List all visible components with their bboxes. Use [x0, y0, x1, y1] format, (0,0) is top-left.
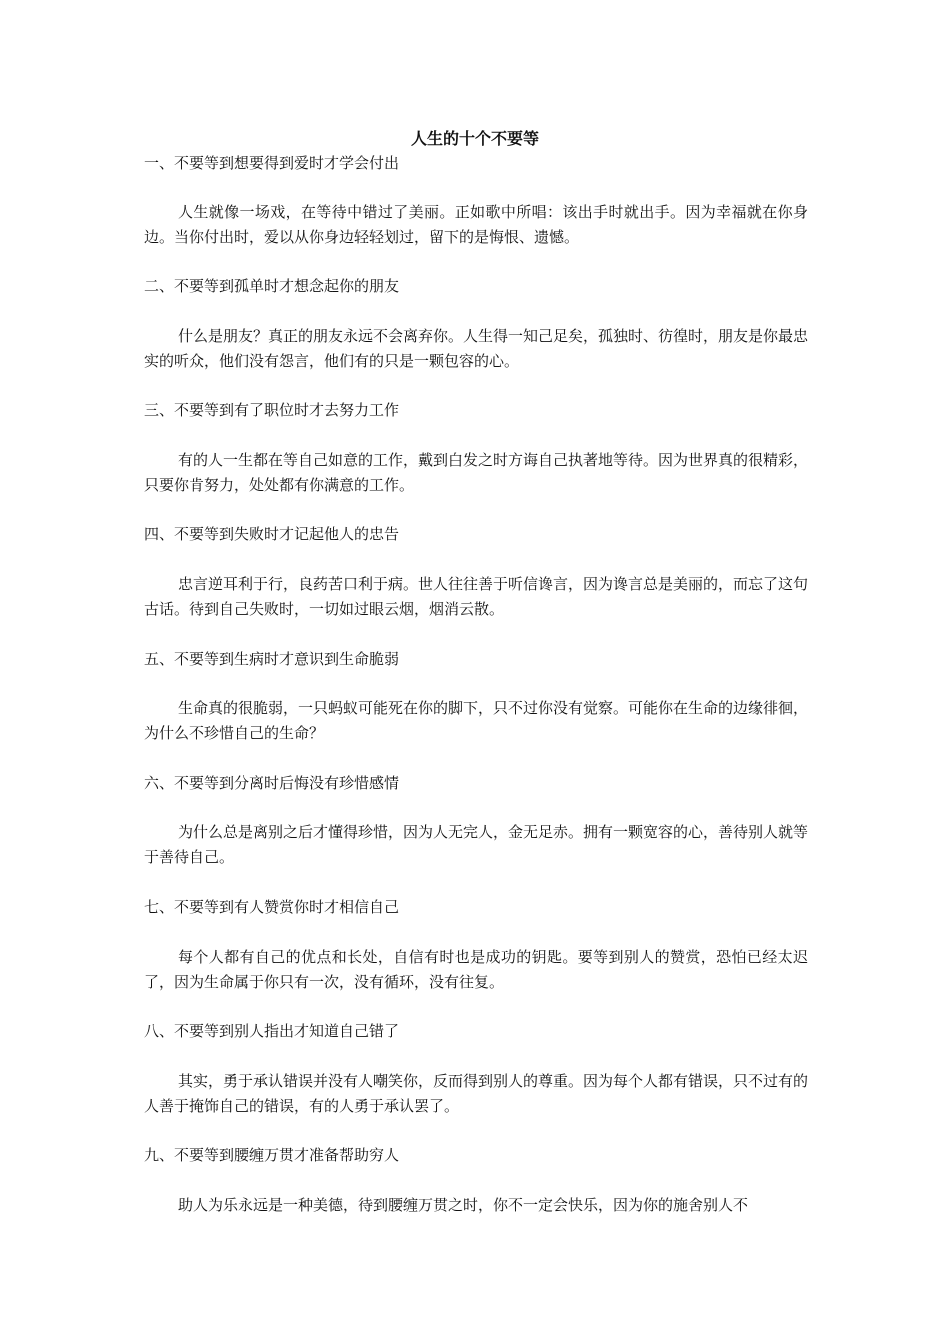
section-body-4: 忠言逆耳利于行，良药苦口利于病。世人往往善于听信谗言，因为谗言总是美丽的，而忘了这句古话。待到自己失败时，一切如过眼云烟，烟消云散。 — [144, 575, 809, 618]
section-body-2: 什么是朋友？真正的朋友永远不会离弃你。人生得一知己足矣，孤独时、彷徨时，朋友是你最忠实的听众，他们没有怨言，他们有的只是一颗包容的心。 — [144, 327, 809, 370]
section-body-5: 生命真的很脆弱，一只蚂蚁可能死在你的脚下，只不过你没有觉察。可能你在生命的边缘徘徊，为什么不珍惜自己的生命？ — [144, 699, 809, 742]
section-body-7: 每个人都有自己的优点和长处，自信有时也是成功的钥匙。要等到别人的赞赏，恐怕已经太迟了，因为生命属于你只有一次，没有循环，没有往复。 — [144, 948, 808, 991]
document-title: 人生的十个不要等 — [410, 129, 539, 148]
section-heading-3: 三、不要等到有了职位时才去努力工作 — [144, 401, 400, 419]
section-body-3: 有的人一生都在等自己如意的工作，戴到白发之时方诲自己执著地等待。因为世界真的很精彩，只要你肯努力，处处都有你满意的工作。 — [144, 451, 809, 494]
section-heading-1: 一、不要等到想要得到爱时才学会付出 — [144, 154, 400, 172]
section-heading-6: 六、不要等到分离时后悔没有珍惜感情 — [144, 774, 400, 792]
section-body-1: 人生就像一场戏，在等待中错过了美丽。正如歌中所唱：该出手时就出手。因为幸福就在你身边。当你付出时，爱以从你身边轻轻划过，留下的是悔恨、遗憾。 — [144, 203, 808, 246]
section-heading-8: 八、不要等到别人指出才知道自己错了 — [144, 1022, 400, 1040]
section-body-9: 助人为乐永远是一种美德，待到腰缠万贯之时，你不一定会快乐，因为你的施舍别人不 — [178, 1196, 749, 1214]
section-heading-4: 四、不要等到失败时才记起他人的忠告 — [144, 525, 400, 543]
section-body-8: 其实，勇于承认错误并没有人嘲笑你，反而得到别人的尊重。因为每个人都有错误，只不过有的人善于掩饰自己的错误，有的人勇于承认罢了。 — [144, 1072, 809, 1115]
section-heading-9: 九、不要等到腰缠万贯才准备帮助穷人 — [144, 1146, 400, 1164]
section-body-6: 为什么总是离别之后才懂得珍惜，因为人无完人，金无足赤。拥有一颗宽容的心，善待别人就等于善待自己。 — [144, 823, 809, 866]
section-heading-7: 七、不要等到有人赞赏你时才相信自己 — [144, 898, 400, 916]
section-heading-2: 二、不要等到孤单时才想念起你的朋友 — [144, 277, 400, 295]
section-heading-5: 五、不要等到生病时才意识到生命脆弱 — [144, 650, 400, 668]
